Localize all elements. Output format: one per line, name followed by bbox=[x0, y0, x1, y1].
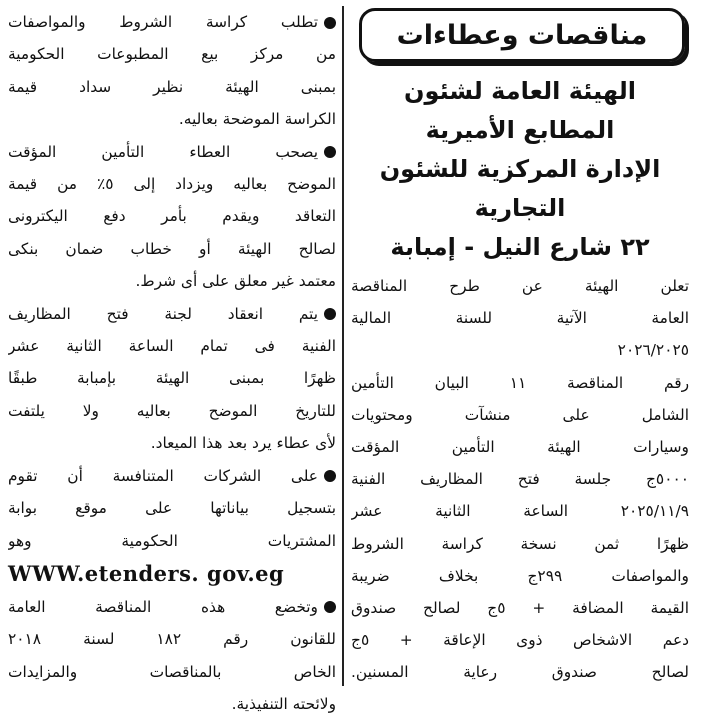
condition-item bbox=[8, 591, 336, 721]
bullet-icon bbox=[324, 146, 336, 158]
condition-item bbox=[8, 136, 336, 298]
condition-line: ولائحته التنفيذية. bbox=[231, 695, 336, 714]
announcement-line: العامة الآتية للسنة المالية bbox=[351, 309, 689, 328]
announcement-line: دعم الاشخاص ذوى الإعاقة + ٥ج bbox=[351, 631, 689, 650]
condition-line bbox=[8, 460, 336, 492]
header-line: الإدارة المركزية للشئون bbox=[379, 155, 661, 183]
authority-header bbox=[351, 72, 689, 267]
column-divider bbox=[342, 6, 344, 686]
left-column bbox=[8, 6, 336, 721]
bullet-icon bbox=[324, 308, 336, 320]
announcement-line: لصالح صندوق رعاية المسنين. bbox=[351, 663, 689, 682]
announcement-line: ٢٠٢٥/١١/٩ الساعة الثانية عشر bbox=[351, 502, 689, 521]
section-banner bbox=[359, 8, 685, 62]
condition-item bbox=[8, 460, 336, 591]
condition-line: لأى عطاء يرد بعد هذا الميعاد. bbox=[150, 434, 336, 453]
condition-line bbox=[8, 6, 336, 38]
header-line: الهيئة العامة لشئون bbox=[404, 77, 636, 105]
bullet-icon bbox=[324, 470, 336, 482]
announcement-line: والمواصفات ٢٩٩ج بخلاف ضريبة bbox=[351, 566, 689, 585]
header-line: المطابع الأميرية bbox=[425, 116, 615, 144]
condition-text: وتخضع هذه المناقصة العامة bbox=[8, 597, 318, 616]
fiscal-year: ٢٠٢٦/٢٠٢٥ bbox=[617, 341, 689, 360]
condition-line: الفنية فى تمام الساعة الثانية عشر bbox=[8, 337, 336, 356]
condition-item bbox=[8, 6, 336, 136]
condition-line bbox=[8, 298, 336, 330]
right-column bbox=[351, 6, 689, 689]
condition-item bbox=[8, 298, 336, 460]
announcement-line: ٥٠٠٠ج جلسة فتح المظاريف الفنية bbox=[351, 470, 689, 489]
condition-line: المشتريات الحكومية وهو bbox=[8, 531, 336, 550]
header-line: التجارية bbox=[474, 194, 566, 222]
condition-line: بمبنى الهيئة نظير سداد قيمة bbox=[8, 77, 336, 96]
condition-line: للتاريخ الموضح بعاليه ولا يلتفت bbox=[8, 401, 336, 420]
condition-text: على الشركات المتنافسة أن تقوم bbox=[8, 466, 318, 485]
condition-line bbox=[8, 591, 336, 623]
condition-line: من مركز بيع المطبوعات الحكومية bbox=[8, 45, 336, 64]
condition-line: معتمد غير معلق على أى شرط. bbox=[135, 272, 336, 291]
condition-line: التعاقد ويقدم بأمر دفع اليكترونى bbox=[8, 207, 336, 226]
condition-line: الخاص بالمناقصات والمزايدات bbox=[8, 662, 336, 681]
condition-line: بتسجيل بياناتها على موقع بوابة bbox=[8, 499, 336, 518]
condition-text: تطلب كراسة الشروط والمواصفات bbox=[8, 13, 318, 31]
announcement-line: القيمة المضافة + ٥ج لصالح صندوق bbox=[351, 599, 689, 618]
condition-text: يتم انعقاد لجنة فتح المظاريف bbox=[8, 304, 318, 323]
condition-line: ظهرًا بمبنى الهيئة بإمبابة طبقًا bbox=[8, 369, 336, 388]
banner-title: مناقصات وعطاءات bbox=[396, 19, 648, 51]
condition-line: لصالح الهيئة أو خطاب ضمان بنكى bbox=[8, 239, 336, 258]
condition-line bbox=[8, 136, 336, 168]
website-link[interactable]: WWW.etenders. gov.eg bbox=[8, 560, 285, 586]
address-line: ٢٢ شارع النيل - إمبابة bbox=[390, 233, 650, 261]
announcement-line: رقم المناقصة ١١ البيان التأمين bbox=[351, 373, 689, 392]
condition-line: الكراسة الموضحة بعاليه. bbox=[178, 110, 336, 129]
announcement-line: وسيارات الهيئة التأمين المؤقت bbox=[351, 438, 689, 457]
announcement-line: الشامل على منشآت ومحتويات bbox=[351, 405, 689, 424]
announcement-line: تعلن الهيئة عن طرح المناقصة bbox=[351, 277, 689, 295]
condition-line: الموضح بعاليه ويزداد إلى ٥٪ من قيمة bbox=[8, 175, 336, 194]
bullet-icon bbox=[324, 601, 336, 613]
condition-text: يصحب العطاء التأمين المؤقت bbox=[8, 142, 318, 161]
bullet-icon bbox=[324, 17, 336, 29]
announcement-line: ظهرًا ثمن نسخة كراسة الشروط bbox=[351, 534, 689, 553]
announcement-text bbox=[351, 270, 689, 689]
condition-line: للقانون رقم ١٨٢ لسنة ٢٠١٨ bbox=[8, 630, 336, 649]
